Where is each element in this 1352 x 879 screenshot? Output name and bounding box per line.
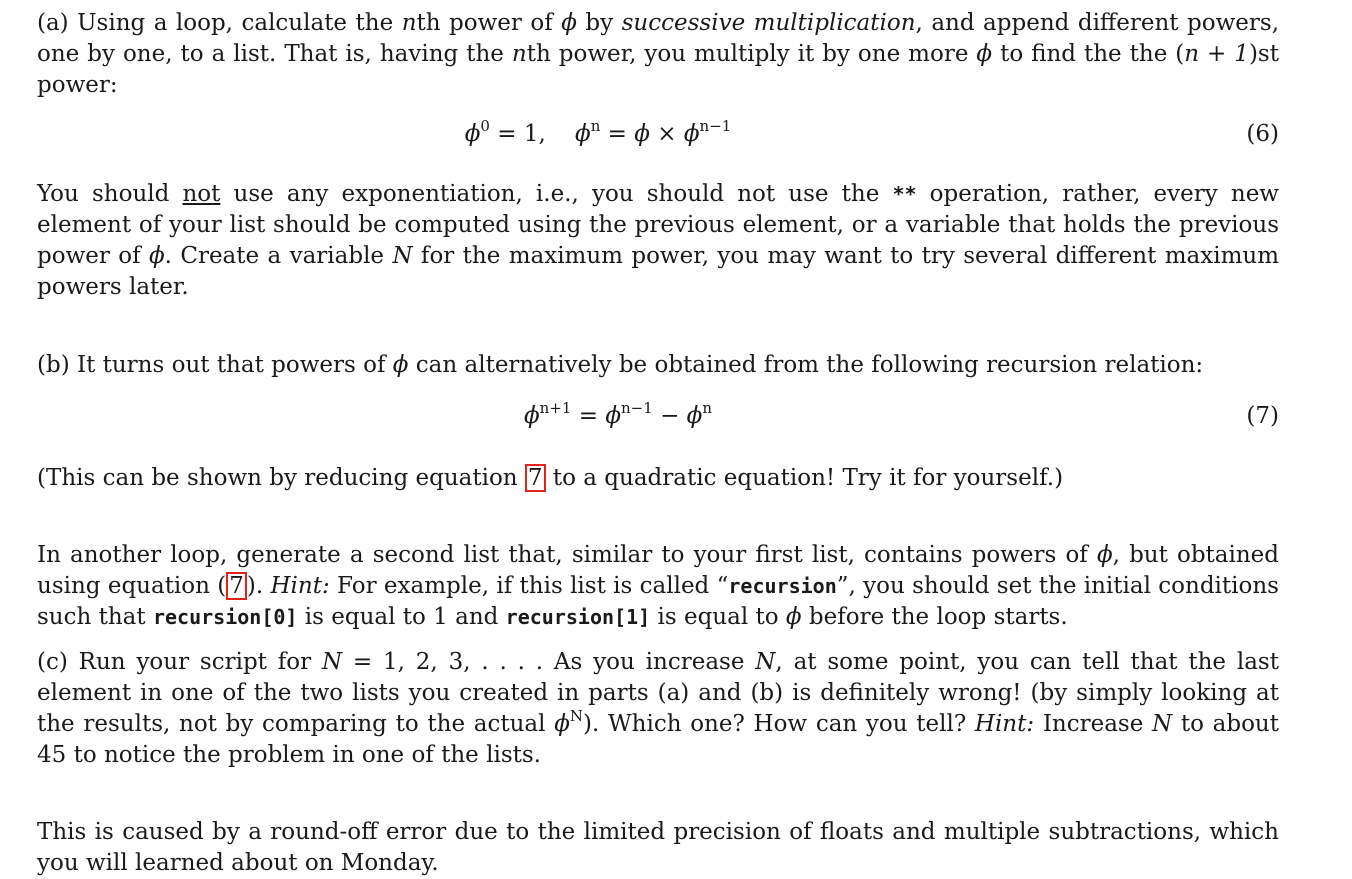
text: , at some point, you can tell that the last element in one of the two lists you created in parts (a) and (b) is definitely wrong! (by simply looking at the results, not by comparing to the actual — [37, 649, 1279, 737]
exponent: n+1 — [539, 399, 572, 417]
exponent: n−1 — [699, 117, 732, 135]
text: You should — [37, 181, 183, 207]
math-phi: ϕ — [554, 711, 570, 737]
text: For example, if this list is called “ — [329, 573, 729, 599]
equation-number-6: (6) — [1246, 121, 1279, 147]
text: can alternatively be obtained from the following recursion relation: — [408, 352, 1204, 378]
equation-7 — [37, 381, 1279, 463]
text: . Create a variable — [164, 243, 393, 269]
closing-paragraph: This is caused by a round-off error due to the limited precision of floats and multiple subtractions, which you will learned about on Monday. — [37, 819, 1279, 876]
part-b-second-loop — [37, 540, 1279, 633]
text: th power of — [416, 10, 562, 36]
exponent: n — [702, 399, 713, 417]
exponent: 0 — [480, 117, 490, 135]
text: ). Which one? How can you tell? — [583, 711, 975, 737]
part-a-paragraph — [37, 8, 1279, 101]
text: for the maximum power, you may want to try several different maximum powers later. — [37, 243, 1280, 300]
equation-text: = ϕ — [571, 403, 621, 429]
part-b-label: (b) — [37, 352, 70, 378]
math-phi: ϕ — [523, 403, 540, 429]
exponent: n — [590, 117, 601, 135]
text: to a quadratic equation! Try it for yourself.) — [545, 465, 1064, 491]
code-recursion-1: recursion[1] — [505, 605, 651, 629]
hint-label: Hint: — [974, 711, 1035, 737]
math-n: n — [511, 41, 527, 67]
code-recursion-0: recursion[0] — [152, 605, 298, 629]
emphasis: successive multiplication — [621, 10, 916, 36]
equation-6 — [37, 101, 1279, 179]
equation-text: − ϕ — [652, 403, 703, 429]
part-c-label: (c) — [37, 649, 68, 675]
math-phi: ϕ — [392, 352, 409, 378]
math-phi: ϕ — [785, 604, 802, 630]
part-c-paragraph — [37, 647, 1279, 771]
text: ). — [246, 573, 271, 599]
code-operator: ** — [892, 182, 917, 206]
math-phi: ϕ — [575, 121, 591, 147]
text: to find the the ( — [992, 41, 1185, 67]
exponent: n−1 — [621, 399, 653, 417]
text: In another loop, generate a second list that, similar to your first list, contains powers of — [37, 542, 1097, 568]
part-b-paragraph — [37, 350, 1279, 381]
code-recursion: recursion — [728, 574, 837, 598]
math-n-plus-one: n + 1 — [1184, 41, 1249, 67]
part-a-label: (a) — [37, 10, 69, 36]
text: Using a loop, calculate the — [77, 10, 402, 36]
equation-6-body — [0, 117, 1279, 147]
equation-text: = 1, — [489, 121, 546, 147]
document-page — [37, 8, 1279, 879]
text: th power, you multiply it by one more — [526, 41, 977, 67]
text: by — [576, 10, 622, 36]
text: (This can be shown by reducing equation — [37, 465, 525, 491]
equation-text: = ϕ × ϕ — [600, 121, 700, 147]
equation-7-body — [0, 399, 1279, 429]
math-phi: ϕ — [561, 10, 577, 36]
text: before the loop starts. — [801, 604, 1068, 630]
equation-7-link[interactable]: 7 — [525, 464, 546, 492]
text: operation, rather, every new element of your list should be computed using the previous element, or a variable that holds the previous power of — [37, 181, 1279, 269]
text: It turns out that powers of — [69, 352, 393, 378]
text: , but obtained using equation ( — [37, 542, 1279, 599]
text: is equal to 1 and — [297, 604, 506, 630]
text: Increase — [1034, 711, 1153, 737]
part-a-instructions — [37, 179, 1279, 303]
text: = 1, 2, 3, . . . . As you increase — [342, 649, 756, 675]
text: is equal to — [650, 604, 786, 630]
equation-number-7: (7) — [1246, 403, 1279, 429]
math-N: N — [321, 649, 343, 675]
underlined-not: not — [182, 181, 221, 207]
equation-7-link[interactable]: 7 — [226, 572, 247, 600]
math-N: N — [755, 649, 776, 675]
text: use any exponentiation, i.e., you should not use the — [220, 181, 893, 207]
text: Run your script for — [67, 649, 322, 675]
part-b-note — [37, 463, 1279, 494]
text: to about 45 to notice the problem in one of the lists. — [37, 711, 1279, 768]
text: ”, you should set the initial conditions such that — [37, 573, 1279, 630]
math-phi: ϕ — [1096, 542, 1113, 568]
text: )st power: — [37, 41, 1279, 98]
math-phi: ϕ — [976, 41, 993, 67]
exponent: N — [569, 707, 584, 725]
text: , and append different powers, one by one, to a list. That is, having the — [37, 10, 1279, 67]
hint-label: Hint: — [270, 573, 330, 599]
math-phi: ϕ — [464, 121, 481, 147]
math-n: n — [401, 10, 417, 36]
math-N: N — [1152, 711, 1173, 737]
math-phi: ϕ — [148, 243, 165, 269]
math-N: N — [392, 243, 413, 269]
